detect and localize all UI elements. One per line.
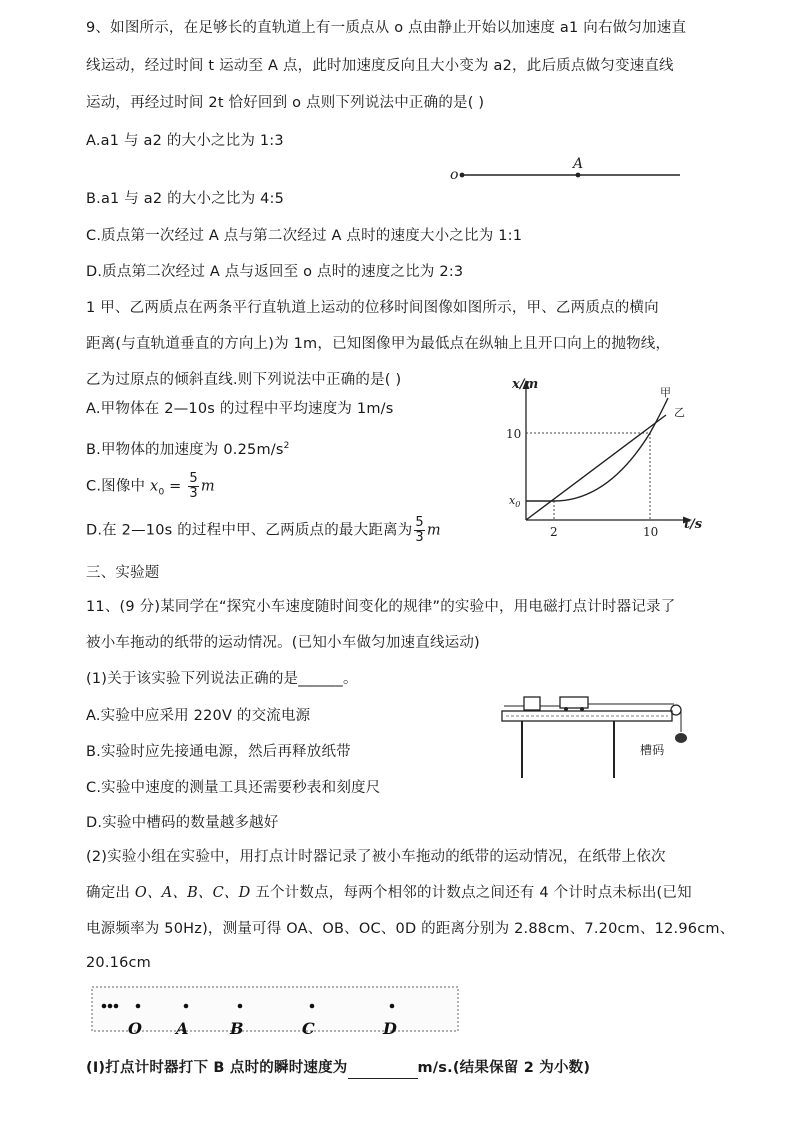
q10-option-d-den: 3	[415, 530, 424, 545]
graph-curve-jia	[526, 398, 668, 501]
q9-track-figure	[440, 155, 690, 187]
q11-sub-question-i	[86, 1058, 590, 1079]
tape-dot-o	[136, 1004, 141, 1009]
q9-label-a: A	[573, 156, 584, 172]
q11-part-2-line-1: (2)实验小组在实验中，用打点计时器记录了被小车拖动的纸带的运动情况，在纸带上依次	[86, 849, 666, 865]
q9-option-c: C.质点第一次经过 A 点与第二次经过 A 点时的速度大小之比为 1:1	[86, 228, 523, 244]
q9-line-3: 运动，再经过时间 2t 恰好回到 o 点则下列说法中正确的是( )	[86, 95, 485, 111]
q11-option-d: D.实验中槽码的数量越多越好	[86, 815, 279, 831]
graph-x-tick-2: 2	[550, 525, 558, 539]
q9-option-a: A.a1 与 a2 的大小之比为 1:3	[86, 133, 284, 149]
q11-part-2-line-3: 电源频率为 50Hz)，测量可得 OA、OB、OC、0D 的距离分别为 2.88cm、7.20cm、12.96cm、	[86, 921, 735, 937]
tape-dot-b	[238, 1004, 243, 1009]
graph-x0-sub: 0	[515, 500, 521, 509]
q9-label-o: o	[450, 167, 459, 183]
graph-label-yi: 乙	[674, 406, 685, 419]
q10-option-b-text: B.甲物体的加速度为 0.25m/s	[86, 441, 284, 458]
q11-option-b: B.实验时应先接通电源，然后再释放纸带	[86, 744, 351, 760]
tape-dot-c	[310, 1004, 315, 1009]
q9-option-d: D.质点第二次经过 A 点与返回至 o 点时的速度之比为 2:3	[86, 264, 464, 280]
q11-part-2-points: O、A、B、C、D	[134, 885, 251, 901]
q10-option-d-fraction	[414, 516, 424, 545]
apparatus-weight	[675, 733, 687, 743]
q11-part-2-line-4: 20.16cm	[86, 955, 152, 971]
tape-label-c: C	[302, 1019, 315, 1038]
q10-option-c-num: 5	[189, 471, 198, 486]
q11-apparatus-label: 槽码	[640, 743, 665, 757]
graph-y-tick-10: 10	[506, 427, 522, 441]
q10-option-d	[86, 516, 441, 545]
apparatus-timer	[524, 697, 540, 710]
apparatus-cart	[560, 697, 588, 708]
q10-option-c-sub: 0	[158, 487, 165, 498]
graph-line-yi	[526, 415, 666, 520]
tape-label-a: A	[176, 1019, 189, 1038]
q10-line-1: 1 甲、乙两质点在两条平行直轨道上运动的位移时间图像如图所示，甲、乙两质点的横向	[86, 300, 659, 316]
q10-option-d-text: D.在 2—10s 的过程中甲、乙两质点的最大距离为	[86, 522, 413, 539]
q10-option-c-text: C.图像中	[86, 478, 151, 495]
q11-sub-i-text: (Ⅰ)打点计时器打下 B 点时的瞬时速度为	[86, 1060, 348, 1076]
q10-option-c-den: 3	[189, 486, 198, 501]
q11-sub-i-unit: m/s.(结果保留 2 为小数)	[417, 1060, 591, 1076]
q11-option-a: A.实验中应采用 220V 的交流电源	[86, 708, 311, 724]
tape-dot-d	[390, 1004, 395, 1009]
graph-x-tick-10: 10	[643, 525, 659, 539]
q9-option-b: B.a1 与 a2 的大小之比为 4:5	[86, 191, 285, 207]
section-heading: 三、实验题	[86, 565, 160, 581]
apparatus-pulley	[671, 705, 681, 715]
q11-line-2: 被小车拖动的纸带的运动情况。(已知小车做匀加速直线运动)	[86, 635, 480, 651]
q11-part-1: (1)关于该实验下列说法正确的是______。	[86, 671, 358, 687]
graph-ylabel: x/m	[512, 377, 539, 392]
q9-point-o	[460, 173, 465, 178]
q10-option-c-unit: m	[200, 478, 215, 495]
q10-option-b-exp: 2	[283, 441, 290, 451]
q11-apparatus-figure	[498, 688, 698, 784]
q11-line-1: 11、(9 分)某同学在“探究小车速度随时间变化的规律”的实验中，用电磁打点计时器记录了	[86, 599, 676, 615]
q10-option-c	[86, 472, 215, 506]
q11-paper-tape	[90, 984, 462, 1040]
q10-option-c-eq: =	[164, 478, 187, 495]
q9-line-1: 9、如图所示，在足够长的直轨道上有一质点从 o 点由静止开始以加速度 a1 向右做匀加速直	[86, 20, 687, 36]
q9-point-a	[576, 173, 581, 178]
q10-line-2: 距离(与直轨道垂直的方向上)为 1m，已知图像甲为最低点在纵轴上且开口向上的抛物线，	[86, 336, 671, 352]
q9-line-2: 线运动，经过时间 t 运动至 A 点，此时加速度反向且大小变为 a2，此后质点做匀变速直线	[86, 58, 674, 74]
q10-option-a: A.甲物体在 2—10s 的过程中平均速度为 1m/s	[86, 401, 394, 417]
q11-option-c: C.实验中速度的测量工具还需要秒表和刻度尺	[86, 780, 381, 796]
tape-strip	[92, 987, 458, 1031]
tape-dot-a	[184, 1004, 189, 1009]
graph-label-jia: 甲	[660, 386, 671, 399]
graph-x0-label	[509, 494, 520, 509]
tape-label-d: D	[383, 1019, 397, 1038]
q11-sub-i-answer-blank[interactable]	[348, 1058, 418, 1079]
q10-option-d-num: 5	[415, 515, 424, 530]
q11-part-2-line-2	[86, 883, 692, 903]
graph-x0-var: x	[509, 494, 516, 507]
q10-option-b	[86, 436, 290, 460]
tape-label-b: B	[230, 1019, 244, 1038]
graph-xlabel: t/s	[684, 517, 703, 532]
q10-xt-graph	[498, 370, 718, 550]
q10-option-d-unit: m	[426, 522, 441, 539]
q11-part-2-text-a: 确定出	[86, 885, 135, 901]
q10-option-c-var: x	[150, 478, 159, 495]
q10-option-c-fraction	[188, 472, 198, 501]
tape-label-o: O	[128, 1019, 142, 1038]
q11-part-2-text-c: 五个计数点，每两个相邻的计数点之间还有 4 个计时点未标出(已知	[250, 885, 692, 901]
q10-line-3: 乙为过原点的倾斜直线.则下列说法中正确的是( )	[86, 372, 402, 388]
